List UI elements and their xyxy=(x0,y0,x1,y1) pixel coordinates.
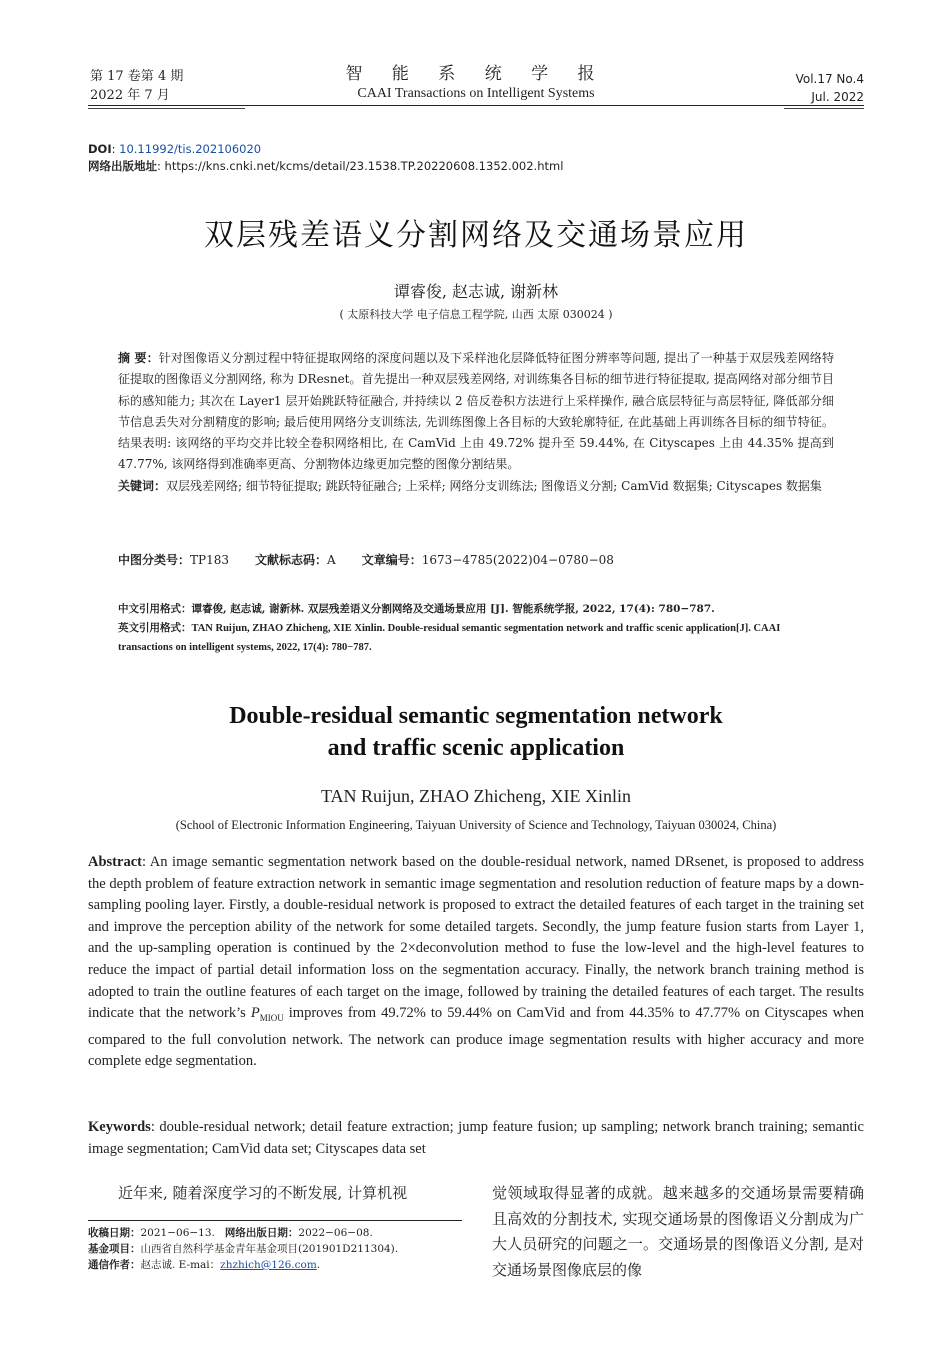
online-label: 网络出版地址 xyxy=(88,159,157,173)
p-subscript: MIOU xyxy=(259,1013,284,1024)
corresponding-label: 通信作者： xyxy=(88,1259,141,1271)
classification-row xyxy=(118,551,834,569)
footnote-rule xyxy=(88,1220,462,1221)
keywords-cn: 双层残差网络; 细节特征提取; 跳跃特征融合; 上采样; 网络分支训练法; 图像语义分割; CamVid 数据集; Cityscapes 数据集 xyxy=(166,478,822,493)
doi-block: DOI: 10.11992/tis.202106020 网络出版地址: https://kns.cnki.net/kcms/detail/23.1538.TP.20220608.1352.002.html xyxy=(88,142,564,173)
citation-en: TAN Ruijun, ZHAO Zhicheng, XIE Xinlin. Double-residual semantic segmentation network and traffic scenic application[J]. CAAI transactions on intelligent systems, 2022, 17(4): 780−787. xyxy=(118,622,781,653)
header-left xyxy=(90,67,183,105)
body-right-column: 觉领域取得显著的成就。越来越多的交通场景需要精确且高效的分割技术, 实现交通场景的图像语义分割成为广大人员研究的问题之一。交通场景的图像语义分割, 是对交通场景图像底层的像 xyxy=(492,1184,864,1279)
title-en-line2: and traffic scenic application xyxy=(327,735,625,761)
volume-cn: 第 17 卷第 4 期 xyxy=(90,69,184,84)
article-no-label: 文章编号： xyxy=(361,553,422,567)
article-no-value: 1673−4785(2022)04−0780−08 xyxy=(421,553,614,567)
abstract-en xyxy=(88,852,864,1073)
affiliation-cn: ( 太原科技大学 电子信息工程学院, 山西 太原 030024 ) xyxy=(339,308,613,321)
date-en: Jul. 2022 xyxy=(811,90,864,104)
doc-code-value: A xyxy=(327,553,336,567)
abstract-cn-label: 摘 要： xyxy=(118,351,159,365)
doi-link[interactable]: 10.11992/tis.202106020 xyxy=(119,142,262,156)
clc-value: TP183 xyxy=(190,553,229,567)
header-right xyxy=(796,70,864,106)
header-rule-left xyxy=(88,108,245,109)
abstract-en-text-1: : An image semantic segmentation network based on the double-residual network, named DRsenet, is proposed to address the depth problem of feature extraction network in semantic image segmentation and resolution reduction of feature maps by a down-sampling pooling layer. Firstly, a double-residual network is proposed to extract the detailed features of each target in the training set and improve the perception ability of the network for some detailed targets. Secondly, the jump feature fusion starts from Layer 1, and the up-sampling operation is continued by the 2×deconvolution method to fuse the low-level and the high-level features to reduce the impact of partial detail information loss on the segmentation accuracy. Finally, the network branch training method is adopted to train the outline features of each target on the image, followed by training the detailed features of each target. The results indicate that the network’s xyxy=(88,854,864,1022)
journal-name-en: CAAI Transactions on Intelligent Systems xyxy=(357,86,595,101)
volume-en: Vol.17 No.4 xyxy=(795,72,864,86)
citation-en-label: 英文引用格式： xyxy=(118,621,192,634)
fund-label: 基金项目： xyxy=(88,1243,141,1255)
published-date: 2022−06−08. xyxy=(298,1227,373,1239)
keywords-cn-label: 关键词： xyxy=(118,478,167,493)
abstract-cn xyxy=(118,348,834,497)
footnote-end: . xyxy=(316,1259,321,1271)
keywords-en: : double-residual network; detail feature extraction; jump feature fusion; up sampling; network branch training; semantic image segmentation; CamVid data set; Cityscapes data set xyxy=(88,1119,864,1157)
date-cn: 2022 年 7 月 xyxy=(90,88,170,103)
authors-en: TAN Ruijun, ZHAO Zhicheng, XIE Xinlin xyxy=(320,786,632,806)
title-en xyxy=(88,700,864,764)
journal-name-cn: 智 能 系 统 学 报 xyxy=(345,64,607,84)
keywords-en-block xyxy=(88,1117,864,1160)
email-link[interactable]: zhzhich@126.com xyxy=(220,1259,317,1271)
affiliation-en: (School of Electronic Information Engineering, Taiyuan University of Science and Technology, Taiyuan 030024, China) xyxy=(175,818,777,832)
citation-cn-label: 中文引用格式： xyxy=(118,603,192,615)
citation-cn: 谭睿俊, 赵志诚, 谢新林. 双层残差语义分割网络及交通场景应用 [J]. 智能系统学报, 2022, 17(4): 780−787. xyxy=(191,603,715,615)
header-rule-right xyxy=(784,108,864,109)
p-symbol: P xyxy=(250,1005,260,1022)
fund-text: 山西省自然科学基金青年基金项目(201901D211304). xyxy=(140,1243,399,1255)
title-en-line1: Double-residual semantic segmentation network xyxy=(229,703,723,729)
corresponding-author: 赵志诚. E-mai： xyxy=(140,1259,221,1271)
clc-label: 中图分类号： xyxy=(118,553,191,567)
online-url[interactable]: https://kns.cnki.net/kcms/detail/23.1538.TP.20220608.1352.002.html xyxy=(164,159,564,173)
journal-header xyxy=(290,63,662,103)
authors-cn: 谭睿俊, 赵志诚, 谢新林 xyxy=(393,282,559,301)
citation-block xyxy=(118,600,834,658)
keywords-en-label: Keywords xyxy=(88,1119,151,1135)
doc-code-label: 文献标志码： xyxy=(255,553,328,567)
abstract-en-text-2: improves from 49.72% to 59.44% on CamVid and from 44.35% to 47.77% on Cityscapes when compared to the full convolution network. The network can produce image segmentation results with higher accuracy and more complete edge segmentation. xyxy=(88,1005,864,1070)
doi-label: DOI xyxy=(88,142,112,156)
published-label: 网络出版日期： xyxy=(224,1227,299,1239)
received-label: 收稿日期： xyxy=(88,1227,141,1239)
footnote xyxy=(88,1225,468,1273)
received-date: 2021−06−13. xyxy=(140,1227,215,1239)
abstract-en-label: Abstract xyxy=(88,854,142,870)
header-rule xyxy=(88,105,864,106)
abstract-cn-text: 针对图像语义分割过程中特征提取网络的深度问题以及下采样池化层降低特征图分辨率等问题, 提出了一种基于双层残差网络特征提取的图像语义分割网络, 称为 DResnet。首先提出一种双层残差网络, 对训练集各目标的细节进行特征提取, 提高网络对部分细节目标的感知能力; 其次在 Layer1 层开始跳跃特征融合, 并持续以 2 倍反卷积方法进行上采样操作, 融合底层特征与高层特征, 降低部分细节信息丢失对分割精度的影响; 最后使用网络分支训练法, 先训练图像上各目标的大致轮廓特征, 在此基础上再训练各目标的细节特征。结果表明: 该网络的平均交并比较全卷积网络相比, 在 CamVid 上由 49.72% 提升至 59.44%, 在 Cityscapes 上由 44.35% 提高到 47.77%, 该网络得到准确率更高、分割物体边缘更加完整的图像分割结果。 xyxy=(118,351,834,472)
title-cn: 双层残差语义分割网络及交通场景应用 xyxy=(204,218,748,253)
body-left-column: 近年来, 随着深度学习的不断发展, 计算机视 xyxy=(118,1184,408,1202)
